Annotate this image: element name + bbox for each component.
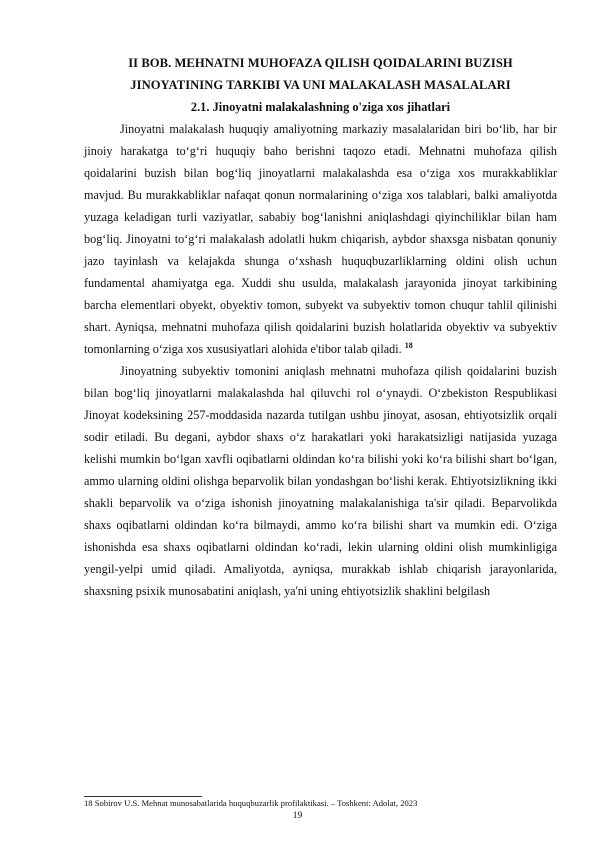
- page-number: 19: [292, 811, 303, 821]
- section-title: 2.1. Jinoyatni malakalashning o'ziga xos jihatlari: [190, 100, 451, 114]
- footnote-separator: [84, 796, 202, 797]
- paragraph-1-text: Jinoyatni malakalash huquqiy amaliyotning markaziy masalalaridan biri bo‘lib, har bir jinoiy harakatga to‘g‘ri huquqiy baho berishni taqozo etadi. Mehnatni muhofaza qilish qoidalarini buzish bilan bog‘liq jinoyatlarni malakalashda esa o‘ziga xos murakkabliklar mavjud. Bu murakkabliklar nafaqat qonun normalarining o‘ziga xos talablari, balki amaliyotda yuzaga keladigan turli vaziyatlar, sababiy bog‘lanishni aniqlashdagi qiyinchiliklar bilan ham bog‘liq. Jinoyatni to‘g‘ri malakalash adolatli hukm chiqarish, aybdor shaxsga nisbatan qonuniy jazo tayinlash va kelajakda shunga o‘xshash huquqbuzarliklarning oldini olish uchun fundamental ahamiyatga ega. Xuddi shu usulda, malakalash jarayonida jinoyat tarkibining barcha elementlari obyekt, obyektiv tomon, subyekt va subyektiv tomon chuqur tahlil qilinishi shart. Ayniqsa, mehnatni muhofaza qilish qoidalarini buzish holatlarida obyektiv va subyektiv tomonlarning o‘ziga xos xususiyatlari alohida e'tibor talab qiladi.: [84, 122, 557, 356]
- paragraph-2: [84, 360, 557, 602]
- paragraph-1: [84, 118, 557, 360]
- page-body: [84, 52, 557, 602]
- footnote: 18 Sobirov U.S. Mehnat munosabatlarida huquqbuzarlik profilaktikasi. – Toshkent: Adolat, 2023: [84, 798, 418, 808]
- chapter-title-line-2: JINOYATINING TARKIBI VA UNI MALAKALASH MASALALARI: [130, 78, 511, 92]
- paragraph-2-text: Jinoyatning subyektiv tomonini aniqlash mehnatni muhofaza qilish qoidalarini buzish bilan bog‘liq jinoyatlarni malakalashda hal qiluvchi rol o‘ynaydi. O‘zbekiston Respublikasi Jinoyat kodeksining 257-moddasida nazarda tutilgan ushbu jinoyat, asosan, ehtiyotsizlik orqali sodir etiladi. Bu degani, aybdor shaxs o‘z harakatlari yoki harakatsizligi natijasida yuzaga kelishi mumkin bo‘lgan xavfli oqibatlarni oldindan ko‘ra bilishi yoki ko‘ra bilishi shart bo‘lgan, ammo ularning oldini olishga beparvolik bilan yondashgan bo‘lishi kerak. Ehtiyotsizlikning ikki shakli beparvolik va o‘ziga ishonish jinoyatning malakalanishiga ta'sir qiladi. Beparvolikda shaxs oqibatlarni oldindan ko‘ra bilmaydi, ammo ko‘ra bilishi shart va mumkin edi. O‘ziga ishonishda esa shaxs oqibatlarni oldindan ko‘radi, lekin ularning oldini olish mumkinligiga yengil-yelpi umid qiladi. Amaliyotda, ayniqsa, murakkab ishlab chiqarish jarayonlarida, shaxsning psixik munosabatini aniqlash, ya'ni uning ehtiyotsizlik shaklini belgilash: [84, 364, 557, 598]
- chapter-title-line-1: II BOB. MEHNATNI MUHOFAZA QILISH QOIDALARINI BUZISH: [128, 56, 513, 70]
- footnote-reference[interactable]: 18: [404, 340, 413, 350]
